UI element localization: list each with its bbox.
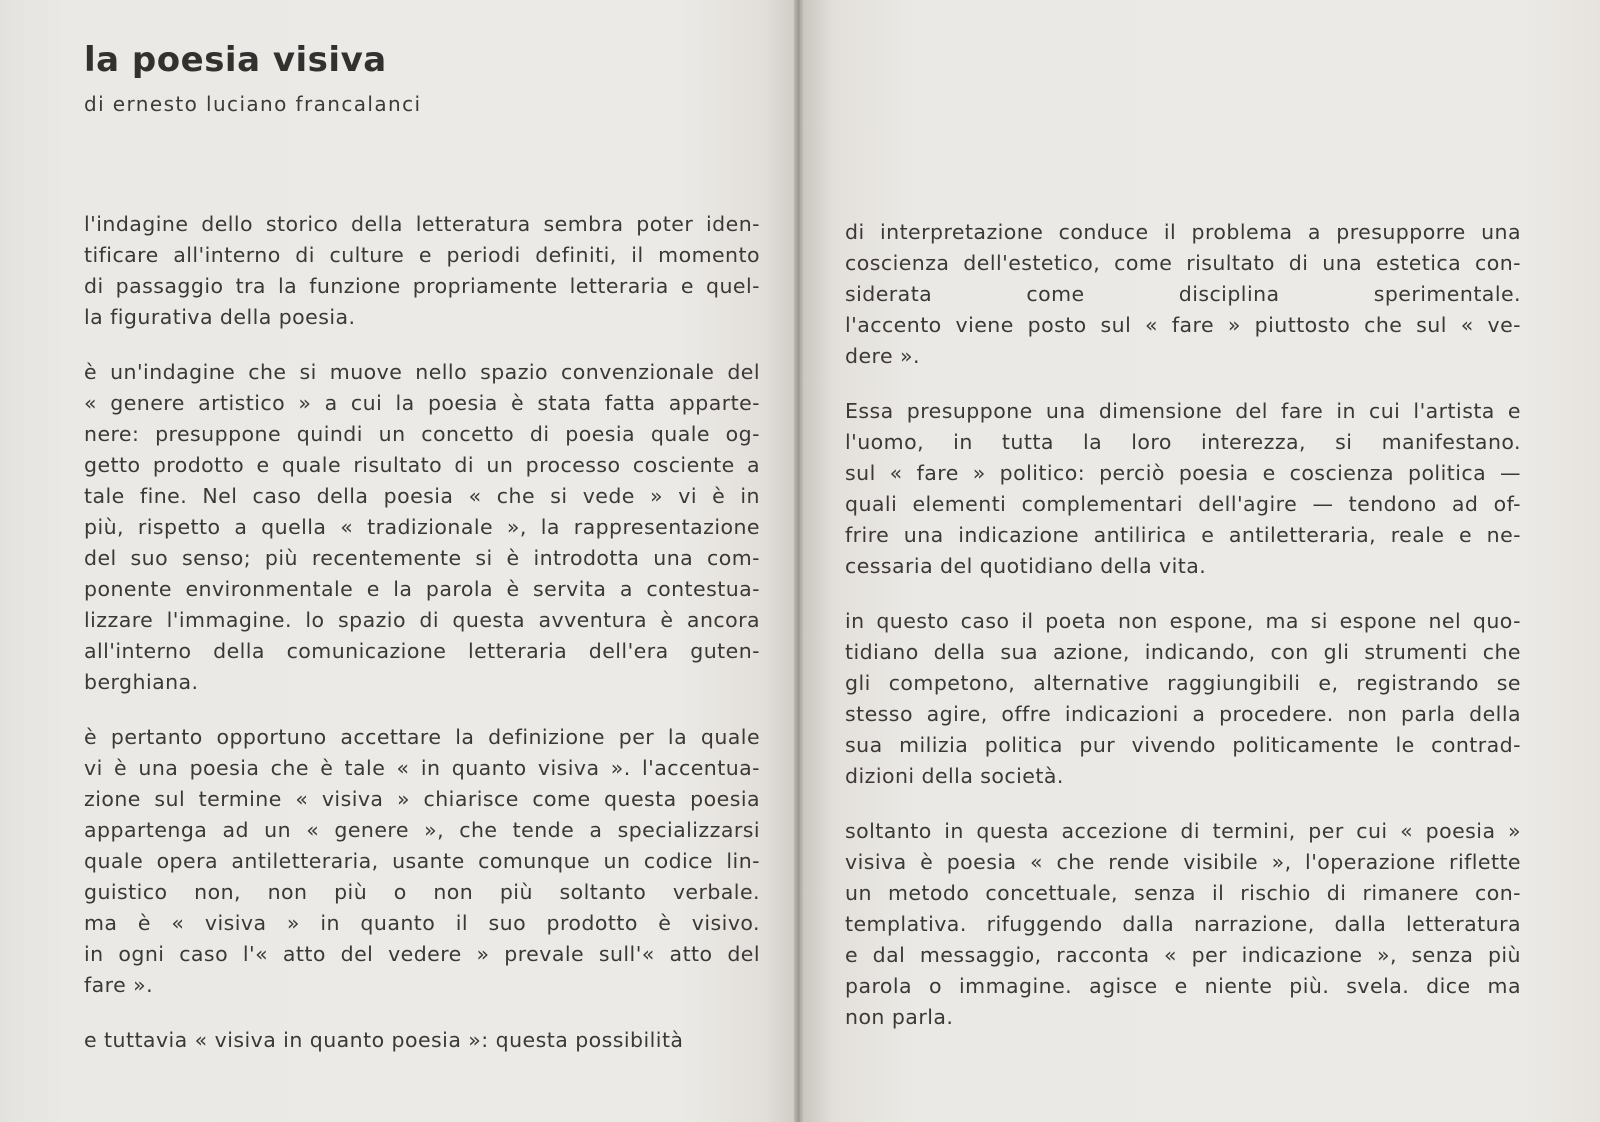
text-line: è un'indagine che si muove nello spazio convenzionale del: [84, 360, 760, 384]
text-line: l'accento viene posto sul « fare » piuttosto che sul « ve-: [845, 313, 1521, 337]
text-line: sua milizia politica pur vivendo politicamente le contrad-: [845, 733, 1521, 757]
left-page: [0, 0, 796, 1122]
text-line: dizioni della società.: [845, 764, 1064, 788]
text-line: è pertanto opportuno accettare la definizione per la quale: [84, 725, 760, 749]
text-line: zione sul termine « visiva » chiarisce come questa poesia: [84, 787, 760, 811]
text-line: appartenga ad un « genere », che tende a specializzarsi: [84, 818, 760, 842]
text-line: « genere artistico » a cui la poesia è stata fatta apparte-: [84, 391, 760, 415]
text-line: nere: presuppone quindi un concetto di poesia quale og-: [84, 422, 760, 446]
text-line: l'indagine dello storico della letteratura sembra poter iden-: [84, 212, 760, 236]
article-title: la poesia visiva: [84, 40, 387, 80]
text-line: soltanto in questa accezione di termini, per cui « poesia »: [845, 819, 1521, 843]
text-line: cessaria del quotidiano della vita.: [845, 554, 1207, 578]
text-line: vi è una poesia che è tale « in quanto visiva ». l'accentua-: [84, 756, 760, 780]
text-line: tificare all'interno di culture e periodi definiti, il momento: [84, 243, 760, 267]
paragraph: [84, 722, 760, 1001]
paragraph: [845, 396, 1521, 582]
text-line: dere ».: [845, 344, 920, 368]
text-line: tale fine. Nel caso della poesia « che si vede » vi è in: [84, 484, 760, 508]
text-line: visiva è poesia « che rende visibile », l'operazione riflette: [845, 850, 1521, 874]
text-line: un metodo concettuale, senza il rischio di rimanere con-: [845, 881, 1521, 905]
text-line: la figurativa della poesia.: [84, 305, 356, 329]
text-line: l'uomo, in tutta la loro interezza, si manifestano.: [845, 430, 1521, 454]
text-line: in questo caso il poeta non espone, ma si espone nel quo-: [845, 609, 1521, 633]
paragraph: [845, 606, 1521, 792]
text-line: guistico non, non più o non più soltanto verbale.: [84, 880, 760, 904]
text-line: coscienza dell'estetico, come risultato di una estetica con-: [845, 251, 1521, 275]
text-line: più, rispetto a quella « tradizionale », la rappresentazione: [84, 515, 760, 539]
text-line: quali elementi complementari dell'agire — tendono ad of-: [845, 492, 1521, 516]
text-line: di interpretazione conduce il problema a presupporre una: [845, 220, 1521, 244]
text-line: e dal messaggio, racconta « per indicazione », senza più: [845, 943, 1521, 967]
text-line: di passaggio tra la funzione propriamente letteraria e quel-: [84, 274, 760, 298]
paragraph: [845, 217, 1521, 372]
article-author: di ernesto luciano francalanci: [84, 92, 422, 116]
text-line: getto prodotto e quale risultato di un processo cosciente a: [84, 453, 760, 477]
paragraph: [84, 1025, 760, 1056]
text-line: quale opera antiletteraria, usante comunque un codice lin-: [84, 849, 760, 873]
text-line: non parla.: [845, 1005, 954, 1029]
text-line: stesso agire, offre indicazioni a procedere. non parla della: [845, 702, 1521, 726]
text-line: sul « fare » politico: perciò poesia e coscienza politica —: [845, 461, 1521, 485]
text-line: e tuttavia « visiva in quanto poesia »: questa possibilità: [84, 1028, 684, 1052]
paragraph: [84, 209, 760, 333]
text-line: gli competono, alternative raggiungibili e, registrando se: [845, 671, 1521, 695]
text-line: tidiano della sua azione, indicando, con gli strumenti che: [845, 640, 1521, 664]
text-line: Essa presuppone una dimensione del fare in cui l'artista e: [845, 399, 1521, 423]
text-line: all'interno della comunicazione letteraria dell'era guten-: [84, 639, 760, 663]
text-line: in ogni caso l'« atto del vedere » prevale sull'« atto del: [84, 942, 760, 966]
text-line: templativa. rifuggendo dalla narrazione, dalla letteratura: [845, 912, 1521, 936]
text-line: parola o immagine. agisce e niente più. svela. dice ma: [845, 974, 1521, 998]
left-text-column: [84, 209, 760, 1080]
text-line: fare ».: [84, 973, 154, 997]
paragraph: [84, 357, 760, 698]
text-line: lizzare l'immagine. lo spazio di questa avventura è ancora: [84, 608, 760, 632]
right-page: [803, 0, 1600, 1122]
text-line: berghiana.: [84, 670, 199, 694]
text-line: siderata come disciplina sperimentale.: [845, 282, 1521, 306]
right-text-column: [845, 217, 1521, 1057]
text-line: del suo senso; più recentemente si è introdotta una com-: [84, 546, 760, 570]
text-line: frire una indicazione antilirica e antiletteraria, reale e ne-: [845, 523, 1521, 547]
text-line: ponente environmentale e la parola è servita a contestua-: [84, 577, 760, 601]
text-line: ma è « visiva » in quanto il suo prodotto è visivo.: [84, 911, 760, 935]
paragraph: [845, 816, 1521, 1033]
